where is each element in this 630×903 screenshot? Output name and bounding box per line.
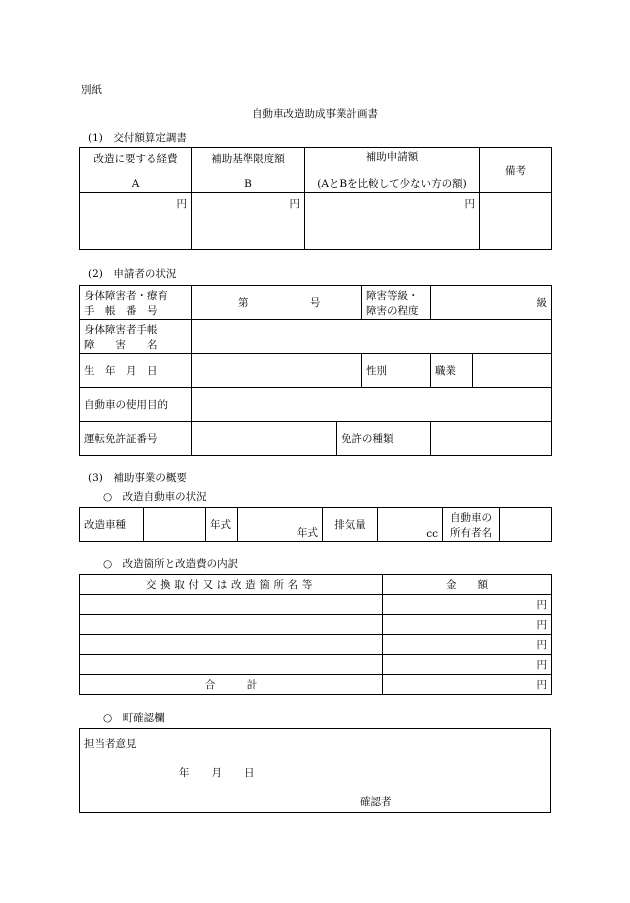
disability-name-line2: 障 害 名 bbox=[84, 338, 158, 351]
modification-breakdown-subheading: ○ 改造箇所と改造費の内訳 bbox=[103, 558, 239, 570]
amount-cell[interactable] bbox=[383, 595, 552, 615]
month-label: 月 bbox=[211, 767, 222, 779]
vehicle-status-subheading: ○ 改造自動車の状況 bbox=[103, 491, 207, 503]
yen-unit: 円 bbox=[536, 679, 547, 691]
occupation-value[interactable] bbox=[473, 354, 552, 388]
year-label: 年 bbox=[179, 767, 190, 779]
officer-opinion-label: 担当者意見 bbox=[84, 738, 137, 750]
day-label: 日 bbox=[244, 767, 255, 779]
amount-header: 金 額 bbox=[383, 575, 552, 595]
owner-line1: 自動車の bbox=[450, 511, 492, 524]
yen-unit: 円 bbox=[536, 619, 547, 631]
disability-grade-value[interactable] bbox=[431, 286, 552, 320]
certificate-number-line2: 手 帳 番 号 bbox=[84, 304, 158, 317]
requested-amount-label: 補助申請額 bbox=[365, 151, 419, 163]
owner-label bbox=[443, 508, 500, 542]
section-2-heading: (2) 申請者の状況 bbox=[88, 268, 177, 280]
part-name-cell[interactable] bbox=[80, 635, 383, 655]
cost-a-header bbox=[80, 148, 192, 193]
go-label: 号 bbox=[309, 297, 321, 309]
amount-cell[interactable] bbox=[383, 655, 552, 675]
grant-calculation-table bbox=[79, 147, 552, 250]
disability-name-value[interactable] bbox=[192, 320, 552, 354]
part-name-cell[interactable] bbox=[80, 595, 383, 615]
dai-label: 第 bbox=[238, 297, 249, 309]
section-1-heading: (1) 交付額算定調書 bbox=[88, 132, 187, 144]
kyu-label: 級 bbox=[536, 297, 547, 309]
vehicle-purpose-label: 自動車の使用目的 bbox=[80, 388, 192, 422]
license-type-value[interactable] bbox=[431, 422, 552, 456]
certificate-number-label bbox=[80, 286, 192, 320]
document-title: 自動車改造助成事業計画書 bbox=[252, 108, 378, 120]
amount-cell[interactable] bbox=[383, 635, 552, 655]
sex-label bbox=[362, 354, 431, 388]
vehicle-status-table bbox=[79, 507, 552, 542]
disability-grade-line1: 障害等級・ bbox=[366, 289, 419, 302]
applicant-status-table bbox=[79, 285, 552, 456]
limit-b-letter: B bbox=[244, 177, 252, 190]
total-label: 合 計 bbox=[80, 675, 383, 695]
requested-amount-note: (AとBを比較して少ない方の額) bbox=[317, 178, 467, 190]
table-row bbox=[80, 595, 552, 615]
part-name-cell[interactable] bbox=[80, 655, 383, 675]
requested-amount-header bbox=[305, 148, 480, 193]
owner-value[interactable] bbox=[500, 508, 552, 542]
car-model-value[interactable] bbox=[144, 508, 206, 542]
model-year-value[interactable] bbox=[238, 508, 323, 542]
table-row bbox=[80, 615, 552, 635]
limit-b-cell[interactable] bbox=[192, 193, 305, 250]
disability-grade-line2: 障害の程度 bbox=[366, 304, 419, 317]
confirmation-date bbox=[179, 765, 255, 780]
town-confirmation-box[interactable] bbox=[79, 728, 551, 813]
cost-a-letter: A bbox=[131, 177, 140, 190]
town-confirmation-subheading: ○ 町確認欄 bbox=[103, 712, 165, 724]
yen-unit: 円 bbox=[176, 198, 187, 210]
displacement-value[interactable] bbox=[378, 508, 443, 542]
yen-unit: 円 bbox=[464, 198, 475, 210]
annex-label: 別紙 bbox=[81, 84, 102, 96]
license-number-label: 運転免許証番号 bbox=[80, 422, 192, 456]
limit-b-label: 補助基準限度額 bbox=[211, 152, 285, 165]
amount-cell[interactable] bbox=[383, 615, 552, 635]
car-model-label: 改造車種 bbox=[80, 508, 144, 542]
disability-name-label bbox=[80, 320, 192, 354]
total-amount-cell[interactable] bbox=[383, 675, 552, 695]
remarks-header: 備考 bbox=[480, 148, 552, 193]
table-row bbox=[80, 655, 552, 675]
section-3-heading: (3) 補助事業の概要 bbox=[88, 472, 187, 484]
limit-b-header bbox=[192, 148, 305, 193]
yen-unit: 円 bbox=[536, 599, 547, 611]
table-row bbox=[80, 635, 552, 655]
occupation-label: 職業 bbox=[431, 354, 473, 388]
disability-name-line1: 身体障害者手帳 bbox=[84, 323, 158, 336]
license-type-label: 免許の種類 bbox=[337, 422, 431, 456]
yen-unit: 円 bbox=[289, 198, 300, 210]
model-year-label: 年式 bbox=[206, 508, 238, 542]
part-name-header: 交換取付又は改造箇所名等 bbox=[80, 575, 383, 595]
total-row bbox=[80, 675, 552, 695]
yen-unit: 円 bbox=[536, 639, 547, 651]
certificate-number-line1: 身体障害者・療育 bbox=[84, 289, 168, 302]
part-name-cell[interactable] bbox=[80, 615, 383, 635]
requested-amount-cell[interactable] bbox=[305, 193, 480, 250]
vehicle-purpose-value[interactable] bbox=[192, 388, 552, 422]
certificate-number-value[interactable] bbox=[192, 286, 362, 320]
sex-text: 性別 bbox=[366, 365, 387, 377]
remarks-cell[interactable] bbox=[480, 193, 552, 250]
displacement-label: 排気量 bbox=[323, 508, 378, 542]
date-of-birth-label: 生 年 月 日 bbox=[80, 354, 192, 388]
date-of-birth-value[interactable] bbox=[192, 354, 362, 388]
license-number-value[interactable] bbox=[192, 422, 337, 456]
disability-grade-label bbox=[362, 286, 431, 320]
yen-unit: 円 bbox=[536, 659, 547, 671]
owner-line2: 所有者名 bbox=[450, 526, 492, 539]
modification-breakdown-table bbox=[79, 574, 552, 695]
confirmer-label: 確認者 bbox=[360, 796, 392, 808]
cc-unit: cc bbox=[426, 528, 438, 540]
model-year-unit: 年式 bbox=[297, 527, 318, 539]
cost-a-label: 改造に要する経費 bbox=[93, 152, 178, 165]
cost-a-cell[interactable] bbox=[80, 193, 192, 250]
